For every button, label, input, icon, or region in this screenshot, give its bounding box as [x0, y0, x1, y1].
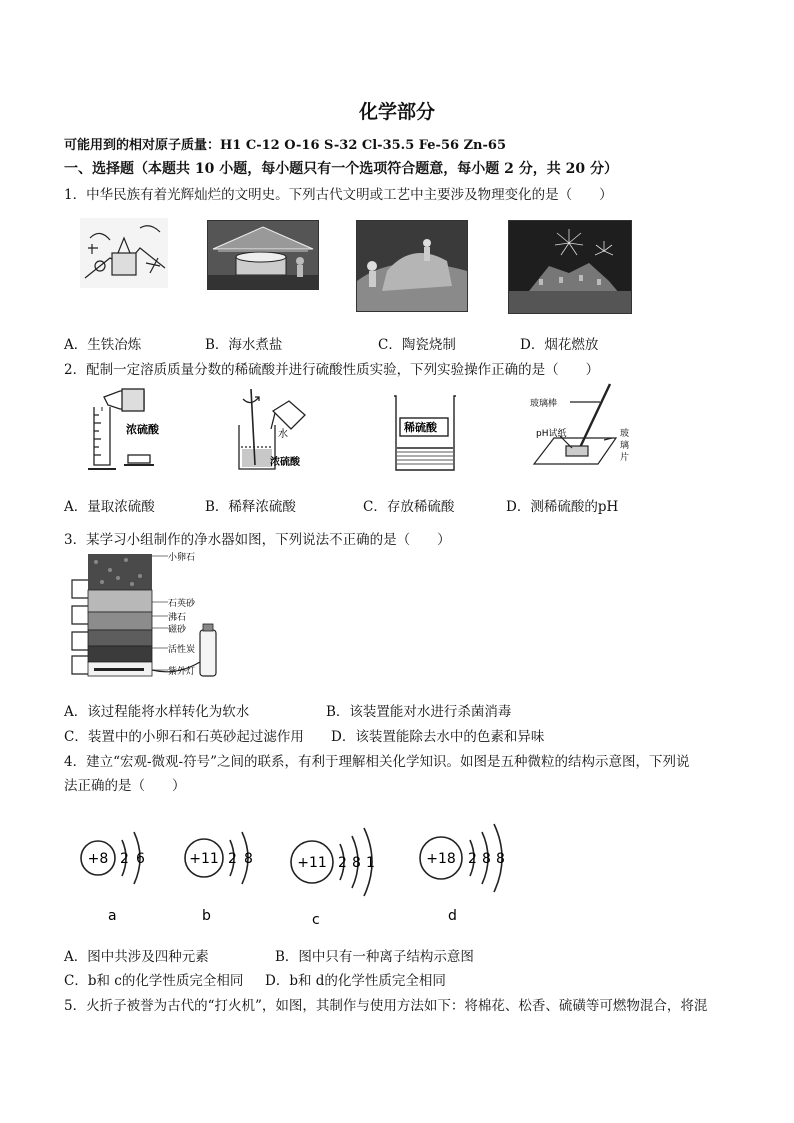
q3-layer-magnetic-sand: 磁砂 [168, 625, 187, 635]
atomic-mass-line: 可能用到的相对原子质量：H1 C-12 O-16 S-32 Cl-35.5 Fe-56 Zn-65 [64, 138, 507, 153]
q3-layer-zeolite: 沸石 [168, 613, 187, 623]
page-title: 化学部分 [358, 101, 435, 123]
q4-stem-line-2: 法正确的是（ ） [64, 778, 186, 794]
q4-c-label: c [312, 912, 320, 928]
q2-fig-c-label: 稀硫酸 [404, 421, 437, 434]
q4-c-shell-3: 1 [366, 855, 375, 871]
q4-d-shell-1: 2 [468, 851, 477, 867]
q3-option-a: A．该过程能将水样转化为软水 [64, 704, 250, 720]
q4-b-shell-1: 2 [228, 851, 237, 867]
q2-option-b: B．稀释浓硫酸 [205, 499, 296, 515]
q4-particle-diagrams [66, 800, 626, 930]
q4-b-label: b [202, 908, 211, 924]
q1-option-a: A．生铁冶炼 [64, 337, 142, 353]
q5-stem: 5．火折子被誉为古代的“打火机”，如图，其制作与使用方法如下：将棉花、松香、硫磺等可燃物混合，将混 [64, 998, 708, 1014]
q4-c-shell-1: 2 [338, 855, 347, 871]
q2-fig-d-glass-1: 玻 [620, 429, 630, 439]
q1-image-fireworks [508, 220, 632, 314]
q1-option-c: C．陶瓷烧制 [378, 337, 456, 353]
q2-fig-d-glass-2: 璃 [620, 441, 630, 451]
q4-a-nucleus: +8 [87, 851, 109, 867]
q4-stem-line-1: 4．建立“宏观-微观-符号”之间的联系，有利于理解相关化学知识。如图是五种微粒的结构示意图，下列说 [64, 754, 690, 770]
q4-d-nucleus: +18 [426, 851, 456, 867]
q2-option-a: A．量取浓硫酸 [64, 499, 155, 515]
q4-a-label: a [108, 908, 117, 924]
q4-d-shell-2: 8 [482, 851, 491, 867]
q3-water-purifier-figure [66, 550, 246, 690]
q3-option-c: C．装置中的小卵石和石英砂起过滤作用 [64, 729, 304, 745]
q2-fig-d-glass-3: 片 [620, 453, 630, 463]
q2-fig-b-water: 水 [278, 429, 288, 440]
section-heading: 一、选择题（本题共 10 小题，每小题只有一个选项符合题意，每小题 2 分，共 20 分） [64, 161, 618, 177]
q2-figure-dilute [225, 385, 325, 475]
q3-option-b: B．该装置能对水进行杀菌消毒 [326, 704, 512, 720]
q4-option-d: D．b和 d的化学性质完全相同 [265, 973, 446, 989]
q4-b-shell-2: 8 [244, 851, 253, 867]
q1-image-sea-salt [207, 220, 319, 290]
q2-fig-b-acid: 浓硫酸 [270, 457, 300, 468]
q4-option-c: C．b和 c的化学性质完全相同 [64, 973, 244, 989]
q2-figure-measure [74, 385, 186, 473]
q1-option-b: B．海水煮盐 [205, 337, 283, 353]
q4-d-label: d [448, 908, 457, 924]
q4-a-shell-1: 2 [120, 851, 129, 867]
q2-option-d: D．测稀硫酸的pH [506, 499, 619, 515]
q4-option-a: A．图中共涉及四种元素 [64, 949, 209, 965]
q1-stem: 1．中华民族有着光辉灿烂的文明史。下列古代文明或工艺中主要涉及物理变化的是（ ） [64, 187, 613, 203]
q2-fig-d-paper: pH试纸 [536, 429, 567, 439]
q3-option-d: D．该装置能除去水中的色素和异味 [331, 729, 545, 745]
q4-d-shell-3: 8 [496, 851, 505, 867]
q4-option-b: B．图中只有一种离子结构示意图 [275, 949, 474, 965]
q3-layer-activated-carbon: 活性炭 [168, 645, 196, 655]
q1-option-d: D．烟花燃放 [520, 337, 599, 353]
q4-c-shell-2: 8 [352, 855, 361, 871]
q3-stem: 3．某学习小组制作的净水器如图，下列说法不正确的是（ ） [64, 532, 451, 548]
q3-layer-quartz: 石英砂 [168, 599, 196, 609]
q3-layer-pebbles: 小卵石 [168, 553, 196, 563]
q2-fig-a-label: 浓硫酸 [126, 423, 159, 436]
q2-figure-ph [520, 380, 640, 472]
q1-image-ceramics [356, 220, 468, 312]
q2-fig-d-rod: 玻璃棒 [530, 399, 558, 409]
q4-a-shell-2: 6 [136, 851, 145, 867]
q4-b-nucleus: +11 [189, 851, 219, 867]
q2-stem: 2．配制一定溶质质量分数的稀硫酸并进行硫酸性质实验，下列实验操作正确的是（ ） [64, 362, 600, 378]
q4-c-nucleus: +11 [297, 855, 327, 871]
q2-figure-store [388, 390, 462, 474]
q2-option-c: C．存放稀硫酸 [363, 499, 455, 515]
q1-image-iron-smelting [80, 218, 168, 288]
q3-layer-uv-lamp: 紫外灯 [168, 667, 196, 677]
